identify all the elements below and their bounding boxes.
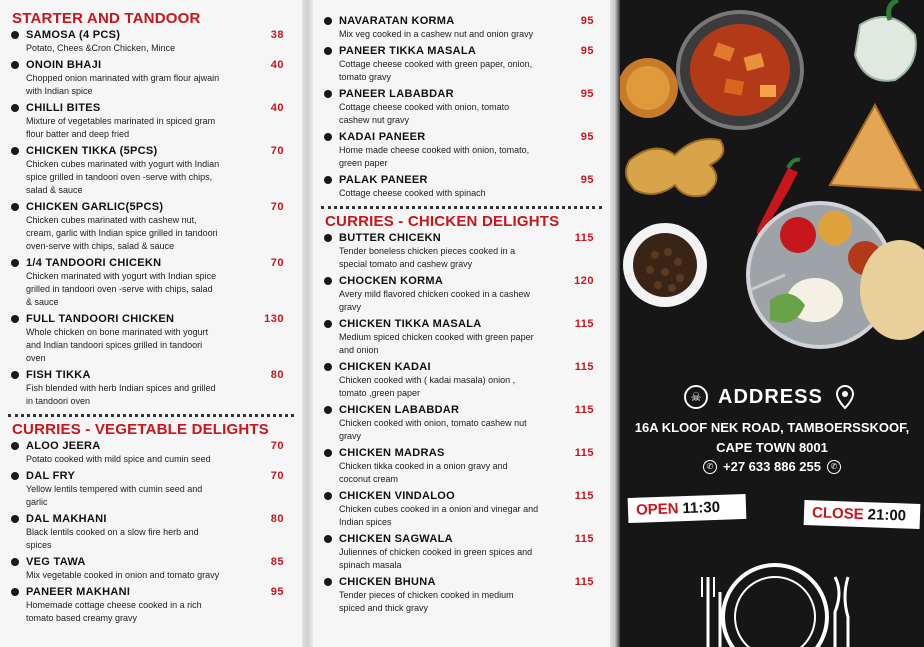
menu-item bbox=[8, 368, 294, 408]
menu-item bbox=[8, 585, 294, 625]
menu-item-price: 95 bbox=[580, 131, 594, 143]
menu-item bbox=[8, 439, 294, 466]
menu-item-description: Chicken cooked with onion, tomato cashew nut gravy bbox=[339, 418, 527, 441]
menu-item-name: CHICKEN LABABDAR bbox=[339, 404, 460, 416]
menu-item-price: 115 bbox=[574, 533, 594, 545]
menu-item bbox=[321, 14, 602, 41]
section-title: STARTER AND TANDOOR bbox=[12, 10, 201, 27]
menu-item-name: KADAI PANEER bbox=[339, 131, 426, 143]
menu-item-description: Chicken cubes cooked in a onion and vinegar and Indian spices bbox=[339, 504, 539, 527]
menu-item bbox=[321, 446, 602, 486]
menu-item bbox=[8, 312, 294, 365]
menu-item-name: FULL TANDOORI CHICKEN bbox=[26, 313, 175, 325]
address-line-2: CAPE TOWN 8001 bbox=[716, 440, 828, 455]
menu-item-description: Medium spiced chicken cooked with green paper and onion bbox=[339, 332, 534, 355]
menu-item-description: Avery mild flavored chicken cooked in a cashew gravy bbox=[339, 289, 530, 312]
menu-item-price: 115 bbox=[574, 576, 594, 588]
menu-item-name: CHICKEN MADRAS bbox=[339, 447, 445, 459]
menu-item-name: CHICKEN TIKKA MASALA bbox=[339, 318, 482, 330]
menu-item-price: 115 bbox=[574, 490, 594, 502]
menu-item-price: 85 bbox=[270, 556, 284, 568]
menu-item-description: Black lentils cooked on a slow fire herb and spices bbox=[26, 527, 199, 550]
menu-item bbox=[8, 144, 294, 197]
menu-item bbox=[321, 173, 602, 200]
menu-item-name: PANEER LABABDAR bbox=[339, 88, 454, 100]
menu-item bbox=[8, 469, 294, 509]
column-gutter bbox=[610, 0, 620, 647]
open-time: 11:30 bbox=[682, 498, 721, 518]
address-title: ADDRESS bbox=[718, 385, 823, 408]
menu-item-name: CHICKEN TIKKA (5PCS) bbox=[26, 145, 158, 157]
menu-item-price: 70 bbox=[270, 145, 284, 157]
menu-item-name: NAVARATAN KORMA bbox=[339, 15, 455, 27]
section-divider bbox=[8, 414, 294, 417]
menu-item-name: CHOCKEN KORMA bbox=[339, 275, 444, 287]
close-label: CLOSE bbox=[811, 504, 864, 524]
menu-item bbox=[321, 575, 602, 615]
open-hours-badge bbox=[628, 494, 747, 523]
menu-item-name: CHICKEN BHUNA bbox=[339, 576, 436, 588]
menu-item-description: Juliennes of chicken cooked in green spices and spinach masala bbox=[339, 547, 533, 570]
menu-item-description: Chicken marinated with yogurt with Indian spice grilled in tandoori oven -serve with chips, salad & sauce bbox=[26, 271, 217, 307]
menu-item-description: Cottage cheese cooked with onion, tomato cashew nut gravy bbox=[339, 102, 510, 125]
menu-item-price: 80 bbox=[270, 369, 284, 381]
menu-item-price: 95 bbox=[580, 88, 594, 100]
menu-item-price: 115 bbox=[574, 404, 594, 416]
menu-item-description: Mixture of vegetables marinated in spiced gram flour batter and deep fried bbox=[26, 116, 216, 139]
menu-item-name: SAMOSA (4 PCS) bbox=[26, 29, 121, 41]
menu-item-name: PANEER MAKHANI bbox=[26, 586, 131, 598]
section-title: CURRIES - CHICKEN DELIGHTS bbox=[325, 213, 560, 230]
menu-item bbox=[321, 44, 602, 84]
menu-column-left bbox=[0, 0, 302, 647]
menu-item-price: 95 bbox=[580, 174, 594, 186]
open-label: OPEN bbox=[635, 500, 679, 519]
menu-item-price: 70 bbox=[270, 470, 284, 482]
menu-item bbox=[321, 274, 602, 314]
skull-icon: ☠ bbox=[684, 385, 708, 409]
menu-item-name: BUTTER CHICEKN bbox=[339, 232, 441, 244]
menu-item-price: 120 bbox=[574, 275, 594, 287]
menu-item-name: FISH TIKKA bbox=[26, 369, 91, 381]
menu-item-name: CHICKEN KADAI bbox=[339, 361, 431, 373]
menu-item-price: 115 bbox=[574, 361, 594, 373]
menu-item bbox=[8, 28, 294, 55]
menu-item-description: Homemade cottage cheese cooked in a rich tomato based creamy gravy bbox=[26, 600, 202, 623]
menu-item-name: ALOO JEERA bbox=[26, 440, 101, 452]
menu-item-price: 95 bbox=[580, 15, 594, 27]
menu-item-name: PALAK PANEER bbox=[339, 174, 428, 186]
phone-number[interactable]: +27 633 886 255 bbox=[723, 459, 821, 474]
menu-item bbox=[8, 555, 294, 582]
menu-item-name: CHICKEN VINDALOO bbox=[339, 490, 456, 502]
menu-item-price: 40 bbox=[270, 102, 284, 114]
menu-item bbox=[8, 200, 294, 253]
menu-item-price: 80 bbox=[270, 513, 284, 525]
menu-item-description: Cottage cheese cooked with green paper, onion, tomato gravy bbox=[339, 59, 533, 82]
menu-item-description: Whole chicken on bone marinated with yogurt and Indian tandoori spices grilled in tandoori oven bbox=[26, 327, 209, 363]
address-header bbox=[684, 384, 857, 410]
menu-item-description: Chicken cubes marinated with yogurt with Indian spice grilled in tandoori oven -serve with chips, salad & sauce bbox=[26, 159, 220, 195]
menu-item-price: 95 bbox=[580, 45, 594, 57]
menu-item-name: CHILLI BITES bbox=[26, 102, 101, 114]
plate-cutlery-icon bbox=[620, 537, 924, 647]
menu-column-middle bbox=[313, 0, 610, 647]
menu-item bbox=[321, 360, 602, 400]
menu-item bbox=[321, 231, 602, 271]
menu-item bbox=[321, 532, 602, 572]
menu-item bbox=[321, 317, 602, 357]
section-divider bbox=[321, 206, 602, 209]
menu-item bbox=[321, 87, 602, 127]
menu-item-description: Tender boneless chicken pieces cooked in a special tomato and cashew gravy bbox=[339, 246, 516, 269]
menu-item-name: CHICKEN SAGWALA bbox=[339, 533, 453, 545]
whatsapp-icon: ✆ bbox=[827, 460, 841, 474]
menu-item-description: Fish blended with herb Indian spices and grilled in tandoori oven bbox=[26, 383, 216, 406]
menu-item bbox=[8, 58, 294, 98]
menu-item-name: DAL FRY bbox=[26, 470, 76, 482]
menu-item-name: DAL MAKHANI bbox=[26, 513, 107, 525]
menu-item bbox=[8, 512, 294, 552]
menu-item-description: Potato, Chees &Cron Chicken, Mince bbox=[26, 43, 176, 53]
menu-item-description: Mix vegetable cooked in onion and tomato gravy bbox=[26, 570, 220, 580]
menu-item-description: Tender pieces of chicken cooked in medium spiced and thick gravy bbox=[339, 590, 514, 613]
menu-item-price: 130 bbox=[264, 313, 284, 325]
menu-item bbox=[8, 101, 294, 141]
menu-item bbox=[8, 256, 294, 309]
menu-item-description: Potato cooked with mild spice and cumin seed bbox=[26, 454, 211, 464]
menu-item-price: 70 bbox=[270, 257, 284, 269]
menu-item bbox=[321, 489, 602, 529]
info-panel bbox=[620, 0, 924, 647]
menu-item-description: Yellow lentils tempered with cumin seed and garlic bbox=[26, 484, 203, 507]
section-title: CURRIES - VEGETABLE DELIGHTS bbox=[12, 421, 270, 438]
menu-item-description: Mix veg cooked in a cashew nut and onion gravy bbox=[339, 29, 534, 39]
phone-row bbox=[620, 459, 924, 474]
location-pin-icon bbox=[833, 384, 857, 410]
menu-item-name: CHICKEN GARLIC(5PCS) bbox=[26, 201, 164, 213]
menu-item-price: 95 bbox=[270, 586, 284, 598]
menu-item-name: VEG TAWA bbox=[26, 556, 86, 568]
menu-item-name: PANEER TIKKA MASALA bbox=[339, 45, 477, 57]
menu-item-price: 115 bbox=[574, 318, 594, 330]
menu-item-price: 115 bbox=[574, 447, 594, 459]
menu-item-price: 70 bbox=[270, 440, 284, 452]
address-line-1: 16A KLOOF NEK ROAD, TAMBOERSSKOOF, bbox=[634, 420, 910, 435]
phone-icon: ✆ bbox=[703, 460, 717, 474]
menu-item-name: ONOIN BHAJI bbox=[26, 59, 102, 71]
menu-item bbox=[321, 403, 602, 443]
menu-item-price: 38 bbox=[270, 29, 284, 41]
menu-item-description: Chicken cooked with ( kadai masala) onion , tomato ,green paper bbox=[339, 375, 516, 398]
menu-item-description: Home made cheese cooked with onion, tomato, green paper bbox=[339, 145, 530, 168]
menu-item bbox=[321, 130, 602, 170]
column-gutter bbox=[302, 0, 313, 647]
close-hours-badge bbox=[804, 500, 921, 529]
close-time: 21:00 bbox=[867, 506, 907, 525]
menu-item-description: Chicken tikka cooked in a onion gravy and coconut cream bbox=[339, 461, 508, 484]
menu-item-description: Chicken cubes marinated with cashew nut, cream, garlic with Indian spice grilled in tandoori oven-serve with chips, salad & sauce bbox=[26, 215, 218, 251]
menu-item-price: 70 bbox=[270, 201, 284, 213]
menu-item-name: 1/4 TANDOORI CHICEKN bbox=[26, 257, 162, 269]
menu-item-price: 40 bbox=[270, 59, 284, 71]
menu-item-price: 115 bbox=[574, 232, 594, 244]
food-illustration bbox=[620, 0, 924, 370]
menu-item-description: Chopped onion marinated with gram flour ajwain with Indian spice bbox=[26, 73, 220, 96]
menu-item-description: Cottage cheese cooked with spinach bbox=[339, 188, 486, 198]
